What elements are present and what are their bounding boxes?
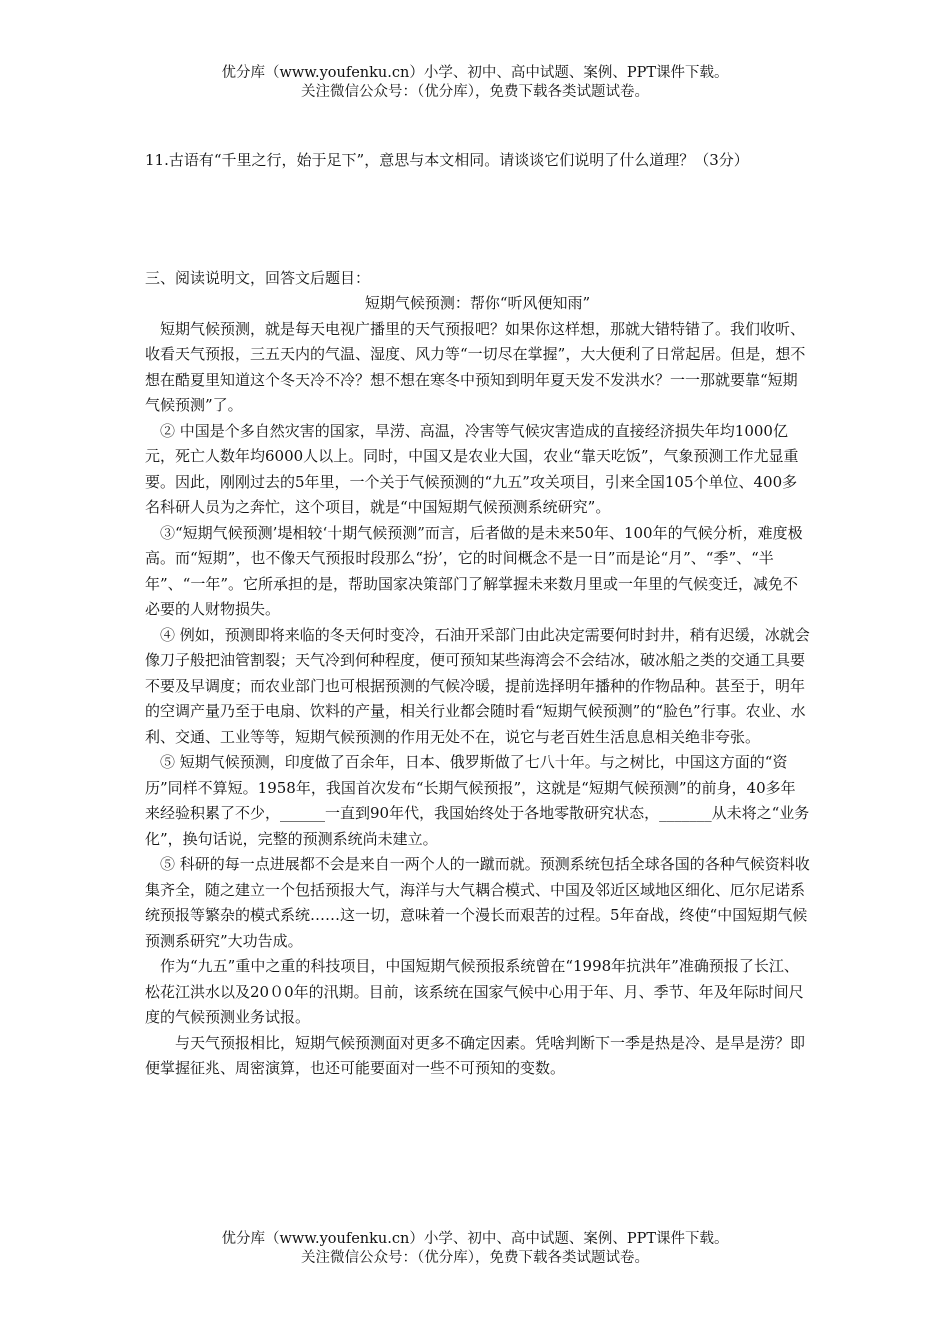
footer-line-2: 关注微信公众号：（优分库），免费下载各类试题试卷。 bbox=[301, 1250, 649, 1266]
header-line-2: 关注微信公众号：（优分库），免费下载各类试题试卷。 bbox=[301, 84, 649, 100]
paragraph-8: 与天气预报相比，短期气候预测面对更多不确定因素。凭啥判断下一季是热是冷、是旱是涝？即便掌握征兆、周密演算，也还可能要面对一些不可预知的变数。 bbox=[145, 1033, 806, 1077]
paragraph-3: ③“短期气候预测’堤相较‘十期气候预测”而言，后者做的是未来50年、100年的气候分析，难度极高。而“短期”，也不像天气预报时段那么“扮’，它的时间概念不是一日”而是论“月”、“季”、“半年”、“一年”。它所承担的是，帮助国家决策部门了解掌握未来数月里或一年里的气候变迁，减免不必要的人财物损失。 bbox=[145, 523, 803, 618]
footer-line-1: 优分库（www.youfenku.cn）小学、初中、高中试题、案例、PPT课件下载。 bbox=[221, 1231, 729, 1247]
section-heading: 三、阅读说明文，回答文后题目： bbox=[145, 268, 371, 287]
page-header bbox=[0, 64, 950, 102]
paragraph-2: ② 中国是个多自然灾害的国家，旱涝、高温，冷害等气候灾害造成的直接经济损失年均1000亿元，死亡人数年均6000人以上。同时，中国又是农业大国，农业“靠天吃饭”，气象预测工作尤显重要。因此，刚刚过去的5年里，一个关于气候预测的“九五”攻关项目，引来全国105个单位、400多名科研人员为之奔忙，这个项目，就是“中国短期气候预测系统研究”。 bbox=[145, 421, 799, 516]
page-footer bbox=[0, 1230, 950, 1268]
header-line-1: 优分库（www.youfenku.cn）小学、初中、高中试题、案例、PPT课件下载。 bbox=[221, 65, 729, 81]
article-title: 短期气候预测：帮你“听风便知雨” bbox=[364, 294, 591, 312]
question-11: 11.古语有“千里之行，始于足下”，意思与本文相同。请谈谈它们说明了什么道理？（3分） bbox=[145, 151, 749, 169]
paragraph-1: 短期气候预测，就是每天电视广播里的天气预报吧？如果你这样想，那就大错特错了。我们收听、收看天气预报，三五天内的气温、湿度、风力等“一切尽在掌握”，大大便利了日常起居。但是，想不想在酷夏里知道这个冬天冷不冷？想不想在寒冬中预知到明年夏天发不发洪水？一一那就要靠“短期气候预测”了。 bbox=[145, 319, 806, 414]
answer-space bbox=[145, 174, 810, 266]
document-body bbox=[145, 148, 810, 1082]
paragraph-7: 作为“九五”重中之重的科技项目，中国短期气候预报系统曾在“1998年抗洪年”准确预报了长江、松花江洪水以及20０0年的汛期。目前，该系统在国家气候中心用于年、月、季节、年及年际时间尺度的气候预测业务试报。 bbox=[145, 957, 804, 1026]
paragraph-5: ⑤ 短期气候预测，印度做了百余年，日本、俄罗斯做了七八十年。与之树比，中国这方面的“资历”同样不算短。1958年，我国首次发布“长期气候预报”，这就是“短期气候预测”的前身，40多年来经验积累了不少，______一直到90年代，我国始终处于各地零散研究状态，_______从未将之“业务化”，换句话说，完整的预测系统尚未建立。 bbox=[145, 753, 810, 848]
paragraph-4: ④ 例如，预测即将来临的冬天何时变冷，石油开采部门由此决定需要何时封井，稍有迟缓，冰就会像刀子般把油管割裂；天气冷到何种程度，便可预知某些海湾会不会结冰，破冰船之类的交通工具要不要及早调度；而农业部门也可根据预测的气候冷暖，提前选择明年播种的作物品种。甚至于，明年的空调产量乃至于电扇、饮料的产量，相关行业都会随时看“短期气候预测”的“脸色”行事。农业、水利、交通、工业等等，短期气候预测的作用无处不在，说它与老百姓生活息息相关绝非夸张。 bbox=[145, 625, 810, 746]
paragraph-6: ⑤ 科研的每一点进展都不会是来自一两个人的一蹴而就。预测系统包括全球各国的各种气候资料收集齐全，随之建立一个包括预报大气，海洋与大气耦合模式、中国及邻近区域地区细化、厄尔尼诺系统预报等繁杂的模式系统……这一切，意味着一个漫长而艰苦的过程。5年奋战，终使“中国短期气候预测系研究”大功告成。 bbox=[145, 855, 810, 950]
